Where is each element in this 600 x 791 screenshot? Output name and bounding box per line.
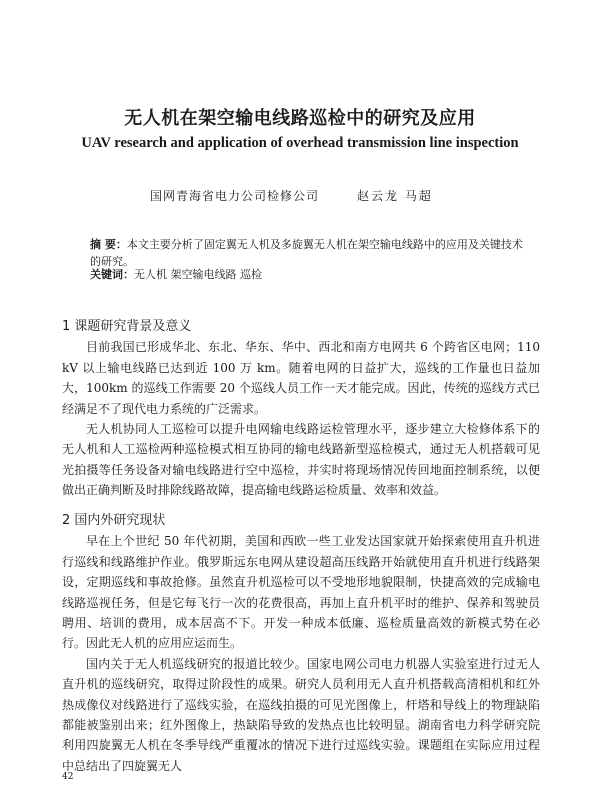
section-heading: 1 课题研究背景及意义 — [62, 319, 192, 334]
page-number: 42 — [62, 772, 74, 782]
keywords-text: 无人机 架空输电线路 巡检 — [134, 268, 262, 281]
paragraph: 无人机协同人工巡检可以提升电网输电线路运检管理水平，逐步建立大检修体系下的无人机和人工巡检两种巡检模式相互协同的输电线路新型巡检模式，通过无人机搭载可见光拍摄等任务设备对输电线路进行空中巡检，并实时将现场情况传回地面控制系统，以便做出正确判断及时排除线路故障，提高输电线路运检质量、效率和效益。 — [62, 422, 540, 498]
paragraph: 目前我国已形成华北、东北、华东、华中、西北和南方电网共 6 个跨省区电网；110 kV 以上输电线路已达到近 100 万 km。随着电网的日益扩大，巡线的工作量也日益加大，100km 的巡线工作需要 20 个巡线人员工作一天才能完成。因此，传统的巡线方式已经满足不了现代电力系统的广泛需求。 — [62, 340, 540, 416]
abstract-label: 摘 要： — [90, 238, 127, 251]
paragraph: 早在上个世纪 50 年代初期，美国和西欧一些工业发达国家就开始探索使用直升机进行巡线和线路维护作业。俄罗斯远东电网从建设超高压线路开始就使用直升机进行线路架设，定期巡线和事故抢修。虽然直升机巡检可以不受地形地貌限制，快捷高效的完成输电线路巡视任务，但是它每飞行一次的花费很高，再加上直升机平时的维护、保养和驾驶员聘用、培训的费用，成本居高不下。开发一种成本低廉、巡检质量高效的新模式势在必行。因此无人机的应用应运而生。 — [62, 534, 540, 651]
keywords — [90, 266, 530, 282]
authors: 赵云龙 马超 — [357, 189, 433, 203]
keywords-label: 关键词： — [90, 268, 134, 281]
abstract-text: 本文主要分析了固定翼无人机及多旋翼无人机在架空输电线路中的应用及关键技术的研究。 — [90, 238, 523, 268]
section-background — [62, 317, 540, 501]
section-heading: 2 国内外研究现状 — [62, 513, 166, 528]
title-english: UAV research and application of overhead transmission line inspection — [81, 135, 519, 151]
title-chinese: 无人机在架空输电线路巡检中的研究及应用 — [124, 108, 476, 129]
abstract — [90, 236, 530, 270]
section-research-status — [62, 511, 540, 776]
affiliation: 国网青海省电力公司检修公司 — [150, 189, 320, 203]
paragraph: 国内关于无人机巡线研究的报道比较少。国家电网公司电力机器人实验室进行过无人直升机的巡线研究，取得过阶段性的成果。研究人员利用无人直升机搭载高清相机和红外热成像仪对线路进行了巡线实验，在巡线拍摄的可见光图像上，杆塔和导线上的物理缺陷都能被鉴别出来；红外图像上，热缺陷导致的发热点也比较明显。湖南省电力科学研究院利用四旋翼无人机在冬季导线严重覆冰的情况下进行过巡线实验。课题组在实际应用过程中总结出了四旋翼无人 — [62, 656, 540, 773]
